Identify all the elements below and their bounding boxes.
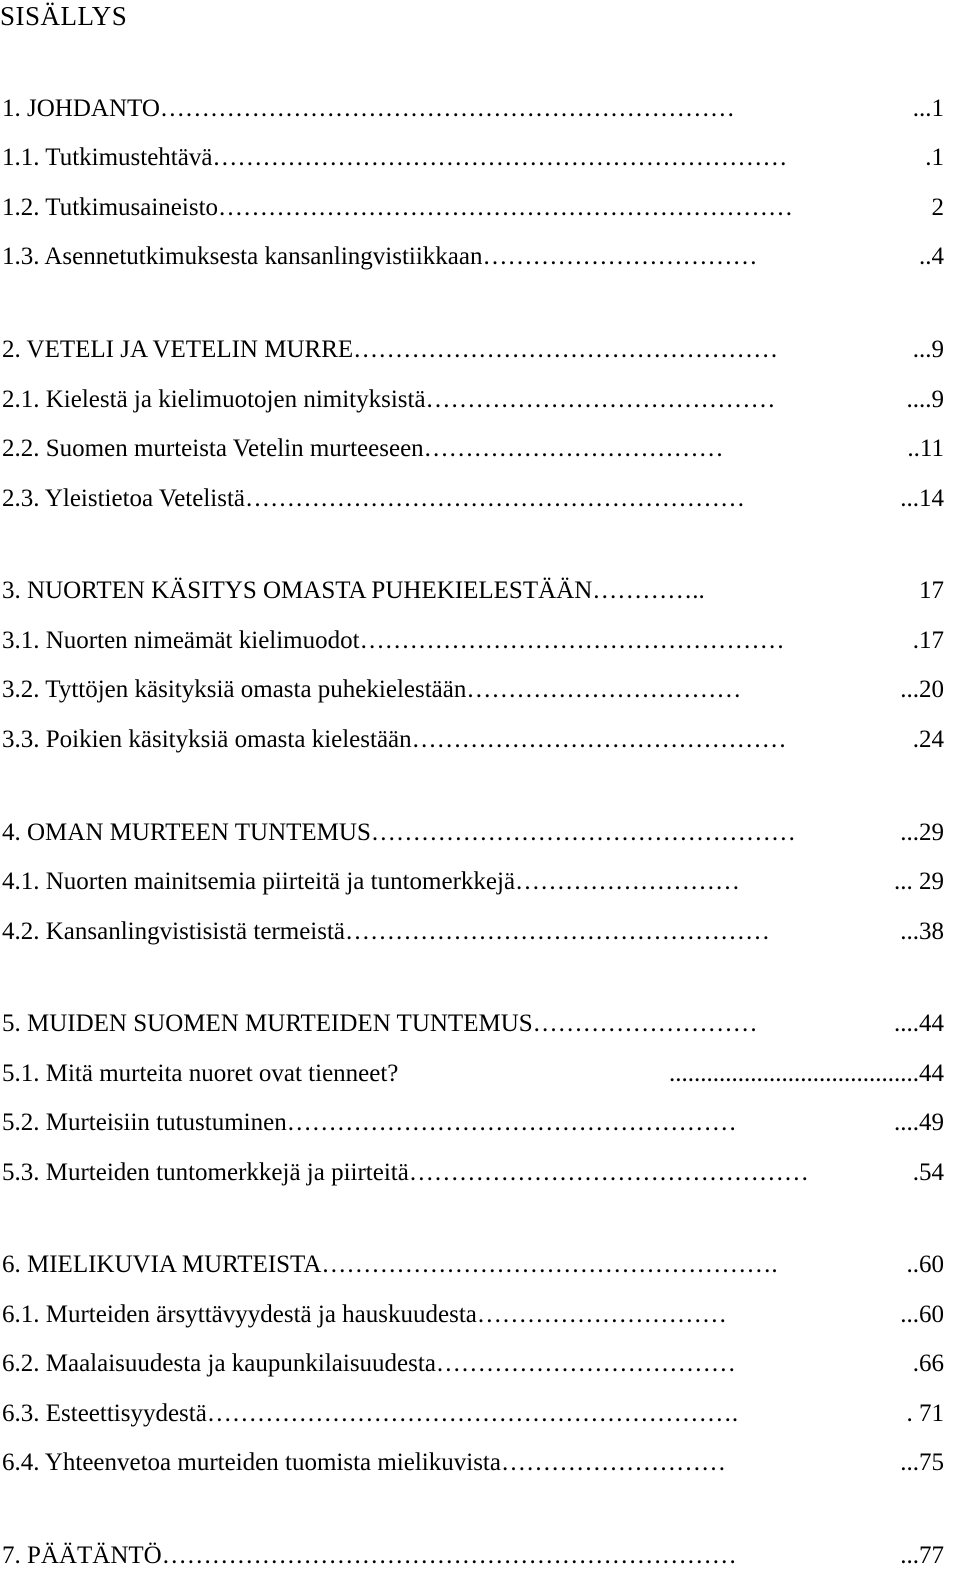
toc-entry-title: 6.4. Yhteenvetoa murteiden tuomista mielikuvista……………………… (2, 1449, 726, 1476)
toc-entry-page: ...20 (900, 676, 944, 703)
toc-entry-title: 6.1. Murteiden ärsyttävyydestä ja hauskuudesta………………………… (2, 1301, 727, 1328)
toc-entry-page: .54 (912, 1159, 944, 1186)
toc-entry-page: .1 (925, 144, 944, 171)
toc-entry-title: 5.3. Murteiden tuntomerkkejä ja piirteitä………………………………………… (2, 1159, 809, 1186)
toc-entry-page: ...14 (900, 485, 944, 512)
toc-entry-page: ..4 (919, 243, 944, 270)
toc-entry-title: 6.2. Maalaisuudesta ja kaupunkilaisuudesta……………………………… (2, 1350, 736, 1377)
toc-entry-title: 5. MUIDEN SUOMEN MURTEIDEN TUNTEMUS……………………… (2, 1010, 758, 1037)
toc-entry-title: 7. PÄÄTÄNTÖ…………………………………………………………… (2, 1542, 737, 1569)
toc-entry-title: 3. NUORTEN KÄSITYS OMASTA PUHEKIELESTÄÄN………….. (2, 577, 705, 604)
toc-entry-page: ...38 (900, 918, 944, 945)
toc-entry-page: ...77 (900, 1542, 944, 1569)
toc-entry-page: . 71 (906, 1400, 944, 1427)
page-title: SISÄLLYS (0, 1, 128, 31)
toc-entry-page: ..11 (907, 435, 944, 462)
toc-entry-page: .24 (912, 726, 944, 753)
toc-entry-title: 5.2. Murteisiin tutustuminen……………………………………………… (2, 1109, 737, 1136)
toc-entry-page: ....49 (894, 1109, 944, 1136)
toc-entry-page: ..60 (906, 1251, 944, 1278)
toc-entry-title: 6. MIELIKUVIA MURTEISTA………………………………………………. (2, 1251, 778, 1278)
toc-entry-title: 2. VETELI JA VETELIN MURRE…………………………………………… (2, 336, 779, 363)
toc-entry-page: ....44 (894, 1010, 944, 1037)
toc-entry-page: ...75 (900, 1449, 944, 1476)
toc-entry-title: 1.1. Tutkimustehtävä…………………………………………………………… (2, 144, 788, 171)
toc-entry-title: 2.1. Kielestä ja kielimuotojen nimityksistä…………………………………… (2, 386, 776, 413)
toc-entry-title: 4. OMAN MURTEEN TUNTEMUS…………………………………………… (2, 819, 796, 846)
toc-entry-page: 17 (919, 577, 944, 604)
toc-entry-page: 2 (931, 194, 944, 221)
toc-entry-title: 1. JOHDANTO…………………………………………………………… (2, 95, 735, 122)
toc-entry-page: ...29 (900, 819, 944, 846)
toc-entry-page: ... 29 (894, 868, 944, 895)
toc-entry-title: 3.1. Nuorten nimeämät kielimuodot…………………………………………… (2, 627, 785, 654)
toc-entry-page: ...1 (912, 95, 944, 122)
toc-entry-page: ........................................44 (669, 1060, 944, 1087)
toc-entry-page: ...9 (912, 336, 944, 363)
toc-entry-title: 3.2. Tyttöjen käsityksiä omasta puhekielestään…………………………… (2, 676, 742, 703)
toc-entry-page: .17 (912, 627, 944, 654)
toc-entry-title: 1.3. Asennetutkimuksesta kansanlingvistiikkaan…………………………… (2, 243, 758, 270)
toc-entry-title: 1.2. Tutkimusaineisto…………………………………………………………… (2, 194, 794, 221)
toc-entry-title: 4.2. Kansanlingvistisistä termeistä…………………………………………… (2, 918, 771, 945)
toc-entry-title: 5.1. Mitä murteita nuoret ovat tienneet? (2, 1060, 399, 1087)
toc-entry-title: 2.3. Yleistietoa Vetelistä…………………………………………………… (2, 485, 746, 512)
toc-entry-page: ....9 (906, 386, 944, 413)
toc-entry-title: 6.3. Esteettisyydestä………………………………………………………. (2, 1400, 739, 1427)
toc-entry-title: 4.1. Nuorten mainitsemia piirteitä ja tuntomerkkejä……………………… (2, 868, 741, 895)
toc-entry-title: 2.2. Suomen murteista Vetelin murteeseen……………………………… (2, 435, 724, 462)
toc-entry-page: .66 (912, 1350, 944, 1377)
toc-entry-title: 3.3. Poikien käsityksiä omasta kielestään……………………………………… (2, 726, 787, 753)
toc-entry-page: ...60 (900, 1301, 944, 1328)
